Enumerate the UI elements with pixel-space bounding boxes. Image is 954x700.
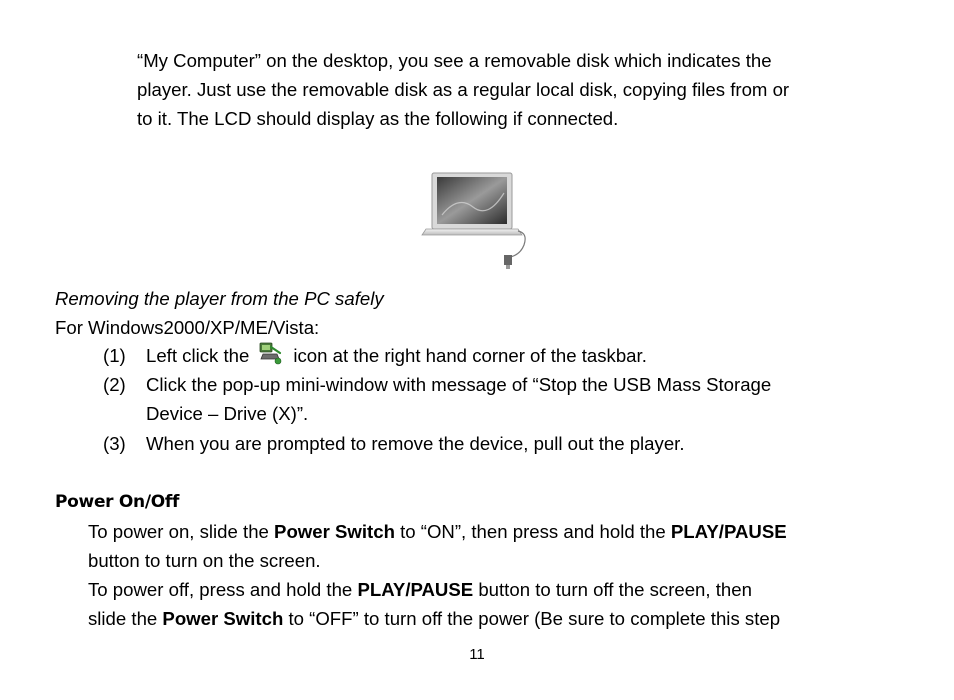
step-number: (3) xyxy=(103,433,126,454)
power-off-text-1: To power off, press and hold the xyxy=(88,579,358,600)
safely-remove-hardware-icon xyxy=(257,341,283,365)
os-label: For Windows2000/XP/ME/Vista: xyxy=(55,317,320,338)
section-title-power: Power On/Off xyxy=(55,492,180,512)
step-1 xyxy=(103,341,647,370)
page-number: 11 xyxy=(469,646,485,663)
intro-line-3: to it. The LCD should display as the following if connected. xyxy=(137,108,619,129)
step-2-line-1: Click the pop-up mini-window with message of “Stop the USB Mass Storage xyxy=(146,374,772,395)
step-1-text-before: Left click the xyxy=(146,345,250,366)
intro-paragraph xyxy=(137,46,917,133)
intro-line-1: “My Computer” on the desktop, you see a removable disk which indicates the xyxy=(137,50,772,71)
power-off-text-3: slide the xyxy=(88,608,163,629)
step-1-text-after: icon at the right hand corner of the taskbar. xyxy=(293,345,647,366)
power-paragraph xyxy=(88,517,918,633)
step-2 xyxy=(103,370,771,428)
section-title-removing: Removing the player from the PC safely xyxy=(55,288,384,309)
play-pause-term: PLAY/PAUSE xyxy=(670,521,787,542)
power-on-text-1: To power on, slide the xyxy=(88,521,275,542)
step-number: (1) xyxy=(103,345,126,366)
intro-line-2: player. Just use the removable disk as a regular local disk, copying files from or xyxy=(137,79,790,100)
power-on-text-3: button to turn on the screen. xyxy=(88,550,321,571)
power-off-text-2: button to turn off the screen, then xyxy=(473,579,752,600)
power-on-text-2: to “ON”, then press and hold the xyxy=(394,521,671,542)
step-number: (2) xyxy=(103,374,126,395)
step-2-line-2: Device – Drive (X)”. xyxy=(146,403,309,424)
step-3 xyxy=(103,429,685,458)
power-switch-term: Power Switch xyxy=(162,608,284,629)
laptop-usb-icon xyxy=(418,165,554,275)
play-pause-term: PLAY/PAUSE xyxy=(357,579,474,600)
power-off-text-4: to “OFF” to turn off the power (Be sure to complete this step xyxy=(283,608,781,629)
power-switch-term: Power Switch xyxy=(274,521,395,542)
step-3-text: When you are prompted to remove the device, pull out the player. xyxy=(146,433,685,454)
